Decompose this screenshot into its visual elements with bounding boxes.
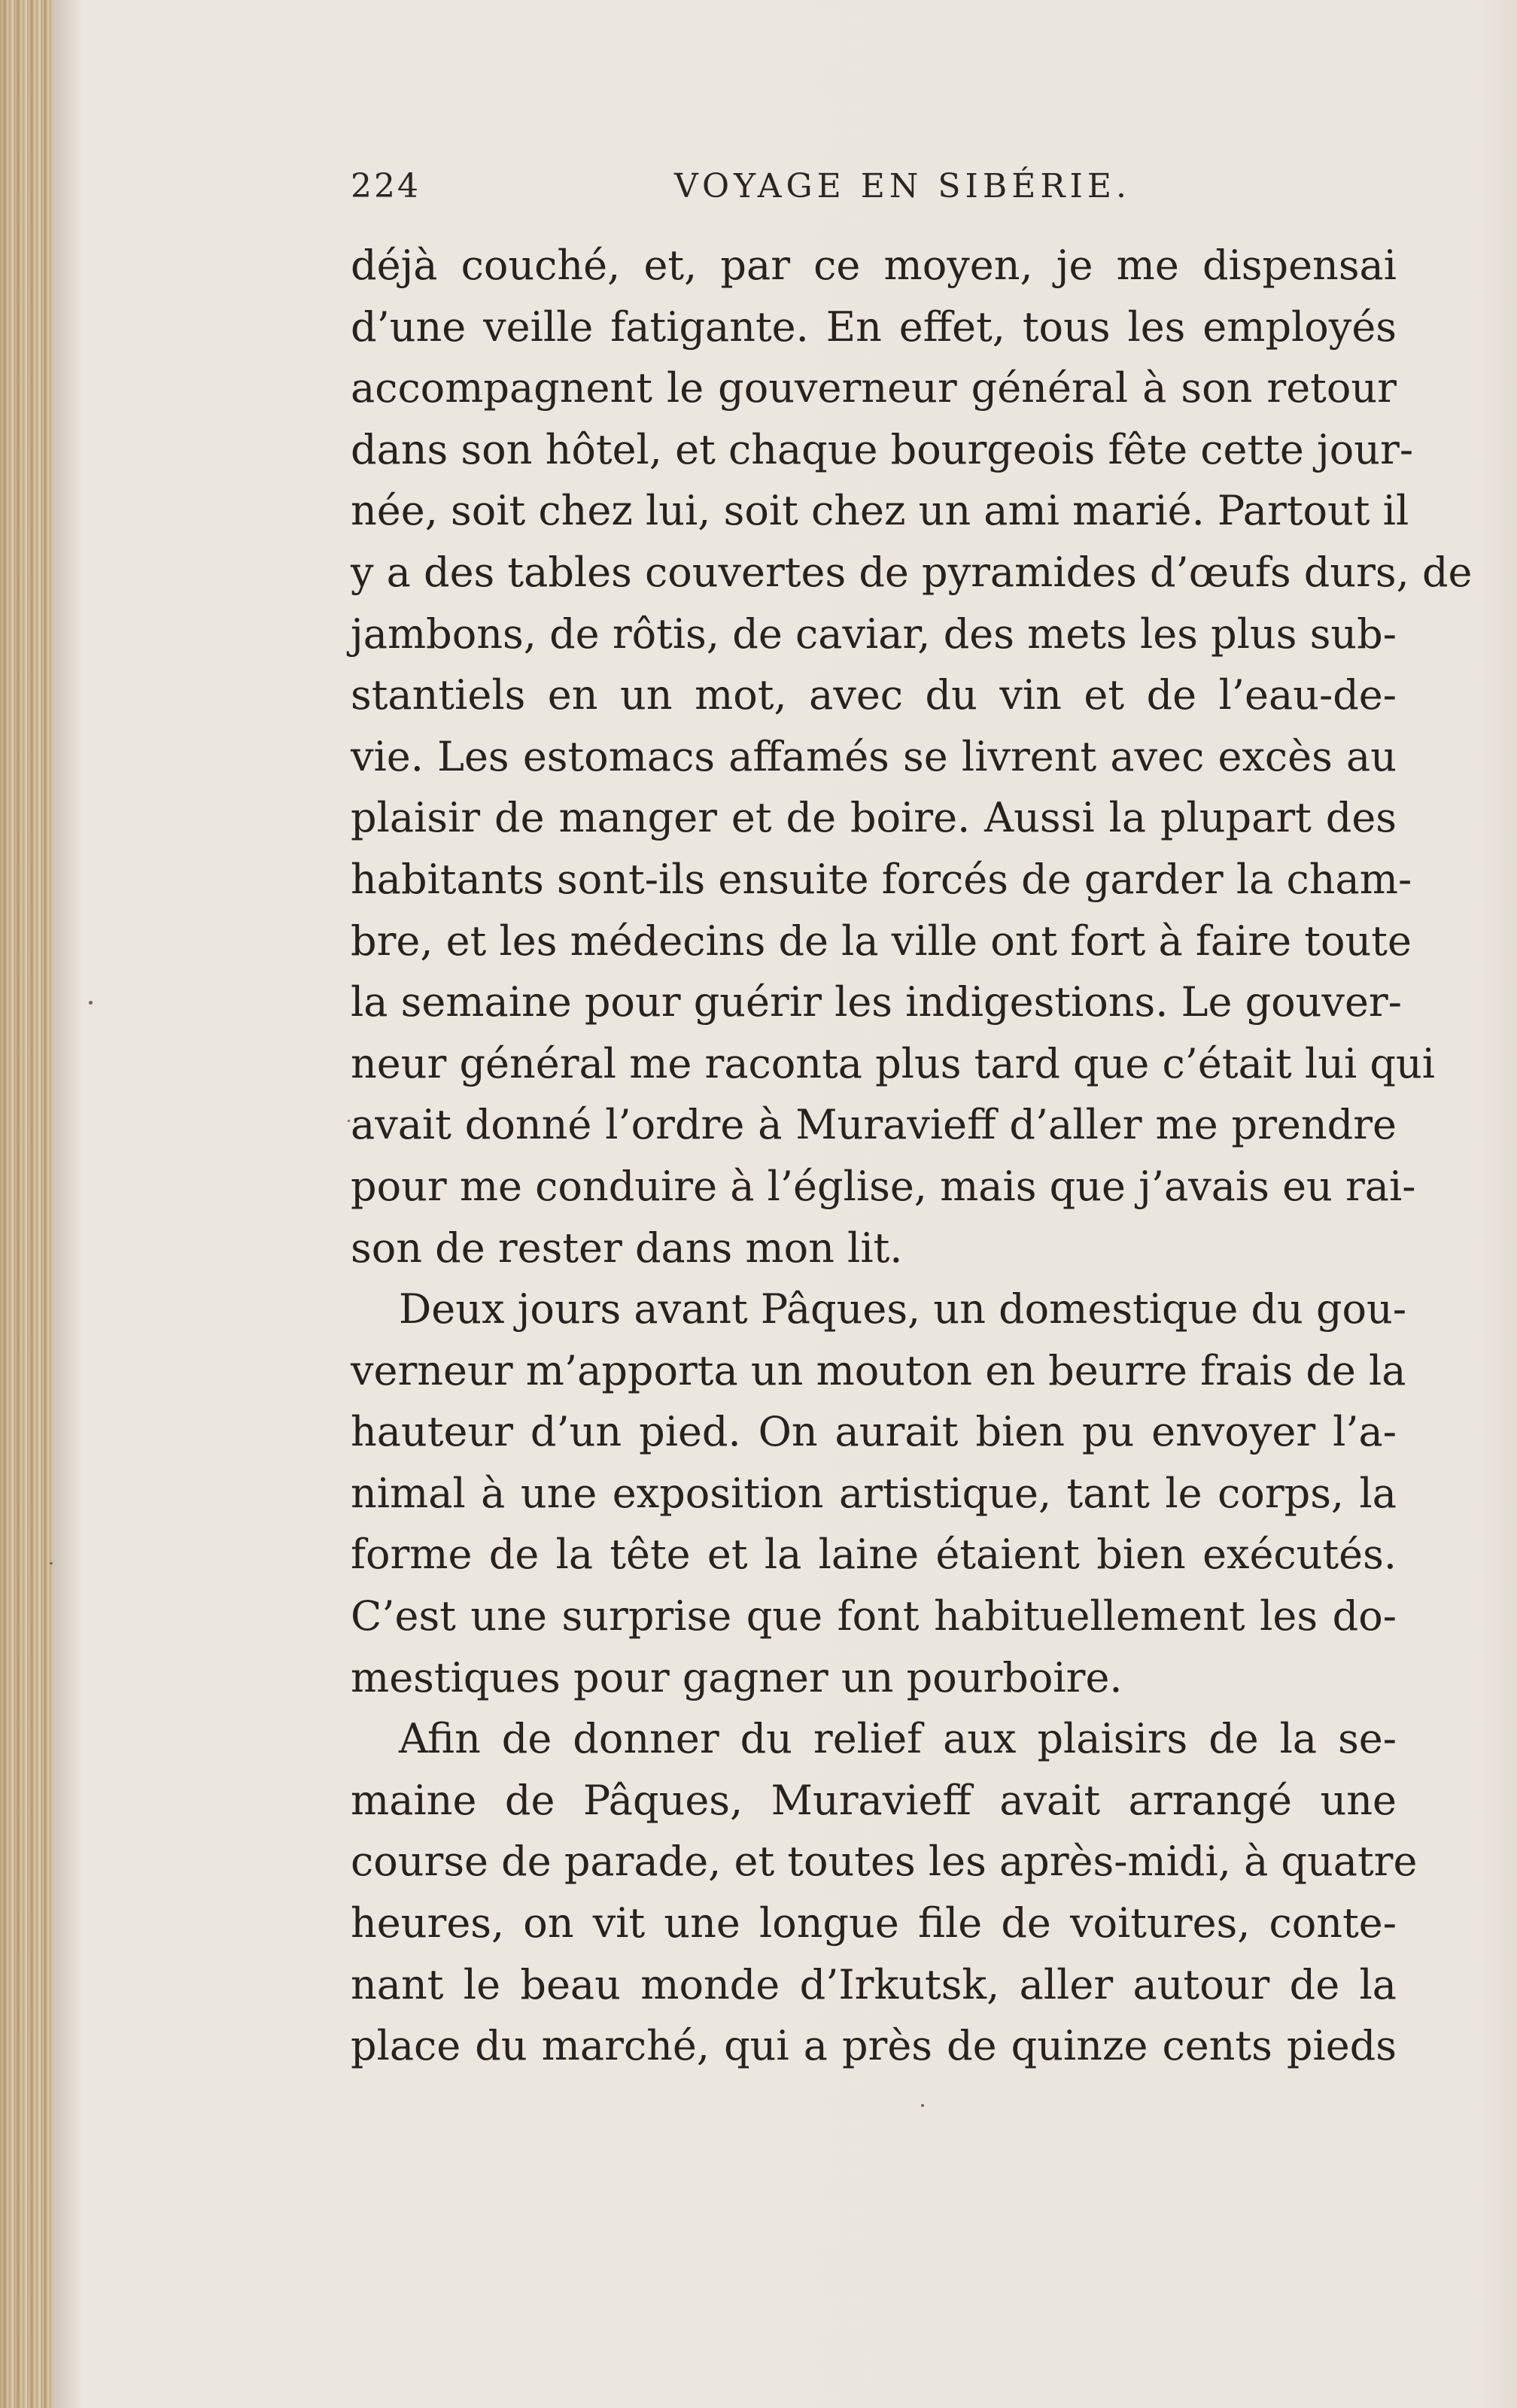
text-line: neur général me raconta plus tard que c’était lui qui xyxy=(351,1039,1436,1087)
text-line: verneur m’apporta un mouton en beurre frais de la xyxy=(351,1346,1406,1394)
text-line: heures, on vit une longue file de voitures, conte- xyxy=(351,1899,1397,1947)
text-line: hauteur d’un pied. On aurait bien pu envoyer l’a- xyxy=(351,1408,1397,1456)
running-head: VOYAGE EN SIBÉRIE. xyxy=(674,167,1131,205)
text-line: vie. Les estomacs affamés se livrent avec excès au xyxy=(351,732,1397,780)
text-line: Afin de donner du relief aux plaisirs de la se- xyxy=(399,1715,1397,1763)
book-binding-edge xyxy=(0,0,53,2408)
text-line: forme de la tête et la laine étaient bien exécutés. xyxy=(351,1531,1397,1579)
paper-speck xyxy=(50,1562,53,1564)
paper-speck xyxy=(348,1120,350,1122)
text-line: stantiels en un mot, avec du vin et de l’eau-de- xyxy=(351,671,1397,719)
text-line: bre, et les médecins de la ville ont fort à faire toute xyxy=(351,917,1412,965)
text-line: d’une veille fatigante. En effet, tous les employés xyxy=(351,303,1397,351)
text-line: nimal à une exposition artistique, tant le corps, la xyxy=(351,1469,1397,1517)
body-text xyxy=(351,235,1473,2077)
paper-speck xyxy=(89,1001,93,1005)
text-line: dans son hôtel, et chaque bourgeois fête cette jour- xyxy=(351,425,1414,473)
text-line: née, soit chez lui, soit chez un ami marié. Partout il xyxy=(351,487,1409,535)
text-line: accompagnent le gouverneur général à son retour xyxy=(351,364,1397,412)
text-line: y a des tables couvertes de pyramides d’œufs durs, de xyxy=(351,548,1473,596)
paper-speck xyxy=(921,2104,924,2107)
text-line: place du marché, qui a près de quinze cents pieds xyxy=(351,2022,1397,2070)
text-line: mestiques pour gagner un pourboire. xyxy=(351,1653,1123,1701)
text-line: pour me conduire à l’église, mais que j’avais eu rai- xyxy=(351,1162,1416,1210)
text-line: C’est une surprise que font habituellement les do- xyxy=(351,1592,1397,1640)
text-line: Deux jours avant Pâques, un domestique du gou- xyxy=(399,1285,1407,1333)
text-line: déjà couché, et, par ce moyen, je me dispensai xyxy=(351,242,1397,289)
text-line: avait donné l’ordre à Muravieff d’aller me prendre xyxy=(351,1101,1397,1149)
text-line: son de rester dans mon lit. xyxy=(351,1224,903,1272)
text-line: plaisir de manger et de boire. Aussi la plupart des xyxy=(351,794,1397,842)
page-header xyxy=(351,167,1397,212)
text-line: habitants sont-ils ensuite forcés de garder la cham- xyxy=(351,855,1412,903)
text-line: jambons, de rôtis, de caviar, des mets les plus sub- xyxy=(351,610,1397,658)
page-number: 224 xyxy=(351,167,421,205)
text-line: nant le beau monde d’Irkutsk, aller autour de la xyxy=(351,1960,1397,2008)
text-line: maine de Pâques, Muravieff avait arrangé une xyxy=(351,1776,1397,1824)
gutter-shadow xyxy=(53,0,83,2408)
text-line: course de parade, et toutes les après-midi, à quatre xyxy=(351,1838,1418,1886)
text-line: la semaine pour guérir les indigestions. Le gouver- xyxy=(351,978,1402,1026)
